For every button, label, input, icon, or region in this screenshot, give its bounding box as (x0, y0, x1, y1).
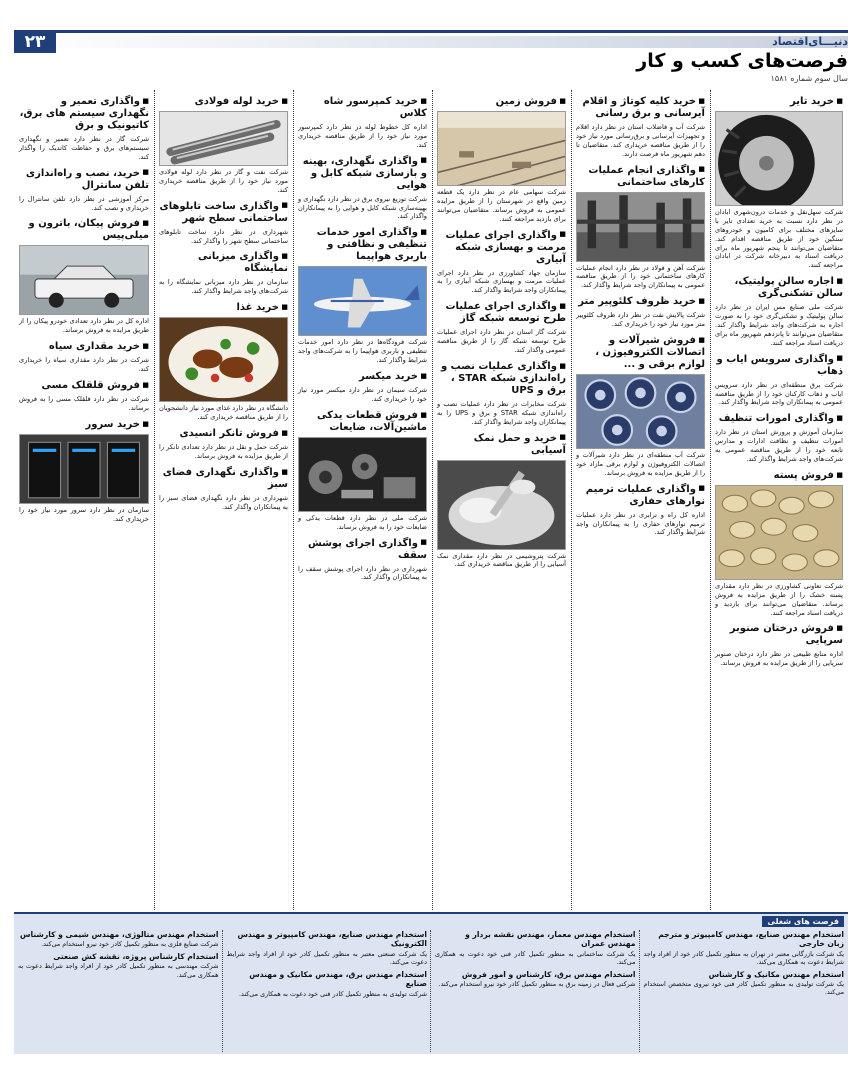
article-body: شرکت آب و فاضلاب استان در نظر دارد اقلام و تجهیزات آیرسانی و برق‌رسانی مورد نیاز خود را از طریق مناقصه خریداری کند. متقاضیان تا دهم شهریور ماه فرصت دارند. (576, 123, 705, 158)
article-title: ■ واگذاری عملیات نصب و راه‌اندازی شبکه STAR ، برق و UPS (437, 361, 566, 397)
article (159, 251, 288, 296)
article-body: شرکت در نظر دارد قلقلک مسی را به فروش برساند. (19, 395, 149, 412)
article (298, 156, 427, 222)
article (437, 361, 566, 427)
job-ad-body: شرکت صنایع فلزی به منظور تکمیل کادر خود نیرو استخدام می‌کند. (41, 940, 219, 949)
article-title: ■ واگذاری ساخت تابلوهای ساختمانی سطح شهر (159, 201, 288, 225)
article-body: شرکت ملی در نظر دارد قطعات یدکی و ضایعات خود را به فروش برساند. (298, 513, 427, 531)
article-title: ■ خرید مقداری سیاه (19, 341, 149, 353)
classifieds-divider (222, 930, 223, 1052)
job-ad-title: استخدام مهندس صنایع، مهندس کامپیوتر و مترجم زبان خارجی (658, 930, 844, 949)
article-title: ■ خرید و حمل نمک آسیابی (437, 433, 566, 457)
article-title: ■ فروش تانکر انسیدی (159, 428, 288, 440)
article-title: ■ خرید کلیه کوتاژ و اقلام آیرسانی و برق رسانی (576, 96, 705, 120)
article (19, 96, 149, 162)
article-title: ■ فروش درختان صنوبر سرپایی (715, 623, 843, 647)
article-title: ■ واگذاری نگهداری فضای سبز (159, 467, 288, 491)
article-title: ■ واگذاری اجرای پوشش سقف (298, 538, 427, 562)
article-title: ■ واگذاری نگهداری، بهینه و بازسازی شبکه کابل و هوایی (298, 156, 427, 192)
article (715, 623, 843, 668)
article-title: ■ فروش قلقلک مسی (19, 380, 149, 392)
article-title: ■ واگذاری میزبانی نمایشگاه (159, 251, 288, 275)
job-ad-body: شرکت تولیدی به منظور تکمیل کادر فنی خود دعوت به همکاری می‌کند. (238, 989, 427, 998)
article (159, 467, 288, 512)
column-divider (710, 90, 711, 910)
article-body: شرکت مخابرات در نظر دارد عملیات نصب و راه‌اندازی شبکه STAR و برق و UPS را به پیمانکاران واجد شرایط واگذار کند. (437, 399, 566, 426)
article (576, 296, 705, 329)
classifieds-divider (639, 930, 640, 1052)
article-title: ■ خرید سرور (19, 419, 149, 431)
job-ad-body: شرکت مهندسی به منظور تکمیل کادر خود از افراد واجد شرایط دعوت به همکاری می‌کند. (18, 962, 219, 979)
article (715, 413, 843, 464)
article (576, 335, 705, 478)
article-title: ■ واگذاری عملیات ترمیم نوارهای حفاری (576, 484, 705, 508)
classifieds-divider (430, 930, 431, 1052)
article-body: اداره کل راه و ترابری در نظر دارد عملیات ترمیم نوارهای حفاری را به پیمانکاران واجد شرایط واگذار کند. (576, 510, 705, 537)
article-body: شرکت گاز در نظر دارد تعمیر و نگهداری سیستم‌های برق و حفاظت کاتدیک را واگذار کند. (19, 135, 149, 161)
article-body: شرکت نفت و گاز در نظر دارد لوله فولادی مورد نیاز خود را از طریق مناقصه خریداری کند. (159, 168, 288, 194)
article-body: شرکت تعاونی کشاورزی در نظر دارد مقداری پسته خشک را از طریق مزایده به فروش برساند. متقاضیان می‌توانند برای بازدید و دریافت اسناد مراجعه کنند. (715, 581, 843, 617)
column-divider (432, 90, 433, 910)
article-body: اداره کل در نظر دارد تعدادی خودرو پیکان را از طریق مزایده به فروش برساند. (19, 317, 149, 335)
article-body: شرکت آب منطقه‌ای در نظر دارد شیرآلات و اتصالات الکتروفیوژن و لوازم برقی مازاد خود را از طریق مزایده به فروش برساند. (576, 451, 705, 477)
classifieds-label: فرصت های شغلی (762, 916, 844, 927)
column-divider (293, 90, 294, 910)
article-body: شرکت توزیع نیروی برق در نظر دارد نگهداری و بهینه‌سازی شبکه کابل و هوایی را به پیمانکاران واگذار کند. (298, 194, 427, 221)
article-title: ■ خرید تایر (715, 96, 843, 108)
article-body: شرکت سهل‌نقل و خدمات درون‌شهری ابادان در نظر دارد نسبت به خرید تعدادی تایر با سایزهای مختلف برای کامیون و خودروهای سنگین خود از طریق مناقصه اقدام کند. متقاضیان می‌توانند تا پنجم شهریور ماه برای دریافت اسناد به دبیرخانه شرکت در ابادان مراجعه کنند. (715, 208, 843, 270)
car-photo (19, 245, 149, 315)
column-6 (14, 90, 154, 910)
classifieds-column (431, 930, 640, 1052)
page-header (14, 30, 848, 86)
article-body: شرکت فرودگاه‌ها در نظر دارد امور خدمات تنظیفی و باربری هواپیما را به شرکت‌های واجد شرایط واگذار کند. (298, 338, 427, 365)
article-title: ■ خرید، نصب و راه‌اندازی تلفن سانترال (19, 168, 149, 192)
article-body: اداره منابع طبیعی در نظر دارد درختان صنوبر سرپایی را از طریق مزایده به فروش برساند. (715, 650, 843, 668)
page-number: ۲۳ (14, 31, 56, 53)
column-5 (154, 90, 293, 910)
salt-photo (437, 460, 566, 550)
article-body: شرکت آهن و فولاد در نظر دارد انجام عملیات کارهای ساختمانی خود را از طریق مناقصه عمومی به پیمانکاران واجد شرایط واگذار کند. (576, 263, 705, 290)
article-body: شهرداری در نظر دارد نگهداری فضای سبز را به پیمانکاران واگذار کند. (159, 493, 288, 511)
job-ad-body: یک شرکت تولیدی به منظور تکمیل کادر فنی خود نیروی متخصص استخدام می‌کند. (643, 980, 844, 997)
article-body: شرکت پالایش نفت در نظر دارد ظروف کلئوپیر متر مورد نیاز خود را خریداری کند. (576, 311, 705, 329)
column-3 (432, 90, 571, 910)
building-photo (576, 192, 705, 262)
article (298, 410, 427, 532)
article (715, 276, 843, 347)
article (576, 484, 705, 538)
article (159, 96, 288, 195)
job-ad-title: استخدام مهندس برق، مهندس مکانیک و مهندس صنایع (249, 969, 427, 989)
job-ad-body: یک شرکت بازرگانی معتبر در تهران به منظور تکمیل کادر خود از افراد واجد شرایط دعوت به همکاری می‌کند. (643, 949, 844, 967)
article (715, 96, 843, 270)
article (715, 470, 843, 618)
article (159, 428, 288, 461)
plane-photo (298, 266, 427, 336)
classifieds-column (14, 930, 223, 1052)
article-title: ■ خرید میکسر (298, 371, 427, 383)
article-title: ■ واگذاری امور خدمات تنظیفی و نظافتی و باربری هواپیما (298, 227, 427, 263)
server-photo (19, 434, 149, 504)
job-ad-body: یک شرکت صنعتی معتبر به منظور تکمیل کادر خود از افراد واجد شرایط دعوت می‌کند. (226, 949, 427, 967)
article-body: شرکت سیمان در نظر دارد میکسر مورد نیاز خود را خریداری کند. (298, 386, 427, 403)
article (19, 218, 149, 335)
article (437, 433, 566, 570)
issue-meta: سال سوم شماره ۱۵۸۱ (770, 74, 848, 83)
article (576, 165, 705, 291)
article-title: ■ واگذاری سرویس ایاب و ذهاب (715, 354, 843, 378)
article-title: ■ فروش شیرآلات و اتصالات الکتروفیوژن ، لوازم برقی و ... (576, 335, 705, 371)
article (437, 230, 566, 296)
article-title: ■ فروش قطعات یدکی ماشین‌آلات، ضایعات (298, 410, 427, 434)
job-ad-body: یک شرکت ساختمانی به منظور تکمیل کادر فنی خود دعوت به همکاری می‌کند. (435, 949, 636, 967)
article (159, 201, 288, 246)
article-body: شرکت سهامی عام در نظر دارد یک قطعه زمین واقع در شهرستان را از طریق مزایده عمومی به فروش برساند. متقاضیان می‌توانند برای بازدید مراجعه کنند. (437, 188, 566, 223)
article (298, 227, 427, 365)
article-title: ■ فروش پیکان، باترون و میلی‌پیس (19, 218, 149, 242)
job-ad-title: استخدام مهندس برق، کارشناس و امور فروش (461, 969, 636, 979)
header-band (14, 36, 848, 48)
article (576, 96, 705, 159)
job-ad-title: استخدام کارشناس پروژه، نقشه کش صنعتی (53, 951, 219, 961)
article-title: ■ واگذاری اجرای عملیات طرح توسعه شبکه گاز (437, 301, 566, 325)
article-body: شهرداری در نظر دارد ساخت تابلوهای ساختمانی سطح شهر را واگذار کند. (159, 227, 288, 245)
article-body: سازمان در نظر دارد سرور مورد نیاز خود را خریداری کند. (19, 505, 149, 523)
article (437, 301, 566, 355)
article-body: سازمان در نظر دارد میزبانی نمایشگاه را به شرکت‌های واجد شرایط واگذار کند. (159, 278, 288, 296)
tire-photo (715, 111, 843, 206)
pipes-photo (159, 111, 288, 166)
article-title: ■ خرید کمپرسور شاه کلاس (298, 96, 427, 120)
pistachio-photo (715, 485, 843, 580)
column-1 (710, 90, 848, 910)
column-divider (571, 90, 572, 910)
article-title: ■ اجاره سالن پولیتیک، سالن تشکنی‌گری (715, 276, 843, 300)
article-columns (14, 90, 848, 910)
article (437, 96, 566, 224)
article-title: ■ فروش زمین (437, 96, 566, 108)
article-body: شرکت ملی صنایع مس ایران در نظر دارد سالن پولیتیک و تشکنی‌گری خود را به صورت اجاره به شرکت‌های واجد شرایط واگذار کند. متقاضیان می‌توانند تا پانزدهم شهریور ماه برای دریافت اسناد مراجعه کنند. (715, 303, 843, 347)
article (19, 341, 149, 374)
article (298, 96, 427, 150)
page-title: فرصت‌های کسب و کار (636, 50, 848, 72)
job-ad-title: استخدام مهندس صنایع، مهندس کامپیوتر و مهندس الکترونیک (237, 930, 427, 949)
article-title: ■ خرید لوله فولادی (159, 96, 288, 108)
article-title: ■ واگذاری امورات تنظیف (715, 413, 843, 425)
header-rule (14, 30, 848, 33)
article-title: ■ خرید ظروف کلئوپیر متر (576, 296, 705, 308)
job-ad-title: استخدام مهندس مکانیک و کارشناس (708, 969, 844, 979)
job-classifieds (14, 912, 848, 1054)
article-title: ■ خرید غذا (159, 302, 288, 314)
article-title: ■ واگذاری اجرای عملیات مرمت و بهسازی شبکه آبیاری (437, 230, 566, 266)
food-photo (159, 317, 288, 402)
article-title: ■ واگذاری انجام عملیات کارهای ساختمانی (576, 165, 705, 189)
article-body: دانشگاه در نظر دارد غذای مورد نیاز دانشجویان را از طریق مناقصه خریداری کند. (159, 404, 288, 422)
article (19, 168, 149, 213)
article (159, 302, 288, 422)
article-body: شرکت برق منطقه‌ای در نظر دارد سرویس ایاب و ذهاب کارکنان خود را از طریق مناقصه عمومی به پیمانکاران واجد شرایط واگذار کند. (715, 380, 843, 407)
parts-photo (298, 437, 427, 512)
article-title: ■ واگذاری تعمیر و نگهداری سیستم های برق، کاتیونیک و برق (19, 96, 149, 132)
article-body: سازمان جهاد کشاورزی در نظر دارد اجرای عملیات مرمت و بهسازی شبکه آبیاری را به پیمانکاران واجد شرایط واگذار کند. (437, 268, 566, 295)
article-body: شرکت در نظر دارد مقداری سیاه را خریداری کند. (19, 356, 149, 374)
article (715, 354, 843, 408)
article-body: شرکت گاز استان در نظر دارد اجرای عملیات طرح توسعه شبکه گاز را از طریق مناقصه عمومی واگذار کند. (437, 328, 566, 355)
article-body: مرکز آموزشی در نظر دارد تلفن سانترال را خریداری و نصب کند. (19, 194, 149, 212)
article (298, 371, 427, 404)
article-body: سازمان آموزش و پرورش استان در نظر دارد امورات تنظیف و نظافت ادارات و مدارس تابعه خود را از طریق مناقصه عمومی به شرکت‌های واجد شرایط واگذار کند. (715, 428, 843, 464)
classifieds-column (640, 930, 849, 1052)
article-body: شرکت پتروشیمی در نظر دارد مقداری نمک آسیابی را از طریق مناقصه خریداری کند. (437, 551, 566, 569)
article-body: شهرداری در نظر دارد اجرای پوشش سقف را به پیمانکاران واگذار کند. (298, 564, 427, 582)
article-title: ■ فروش پسته (715, 470, 843, 482)
column-divider (154, 90, 155, 910)
article-body: اداره کل خطوط لوله در نظر دارد کمپرسور مورد نیاز خود را از طریق مناقصه خریداری کند. (298, 123, 427, 149)
section-name: دنیـــای‌اقتصاد (772, 35, 848, 48)
column-4 (293, 90, 432, 910)
column-2 (571, 90, 710, 910)
classifieds-column (223, 930, 432, 1052)
land-photo (437, 111, 566, 186)
job-ad-title: استخدام مهندس متالوژی، مهندس شیمی و کارشناس (20, 930, 219, 939)
job-ad-title: استخدام مهندس معمار، مهندس نقشه بردار و مهندس عمران (465, 930, 636, 949)
article (19, 380, 149, 413)
article (19, 419, 149, 524)
job-ad-body: شرکتی فعال در زمینه برق به منظور تکمیل کادر خود نیرو استخدام می‌کند. (438, 980, 636, 989)
article-body: شرکت حمل و نقل در نظر دارد تعدادی تانکر را از طریق مزایده به فروش برساند. (159, 443, 288, 460)
fittings-photo (576, 374, 705, 449)
article (298, 538, 427, 583)
